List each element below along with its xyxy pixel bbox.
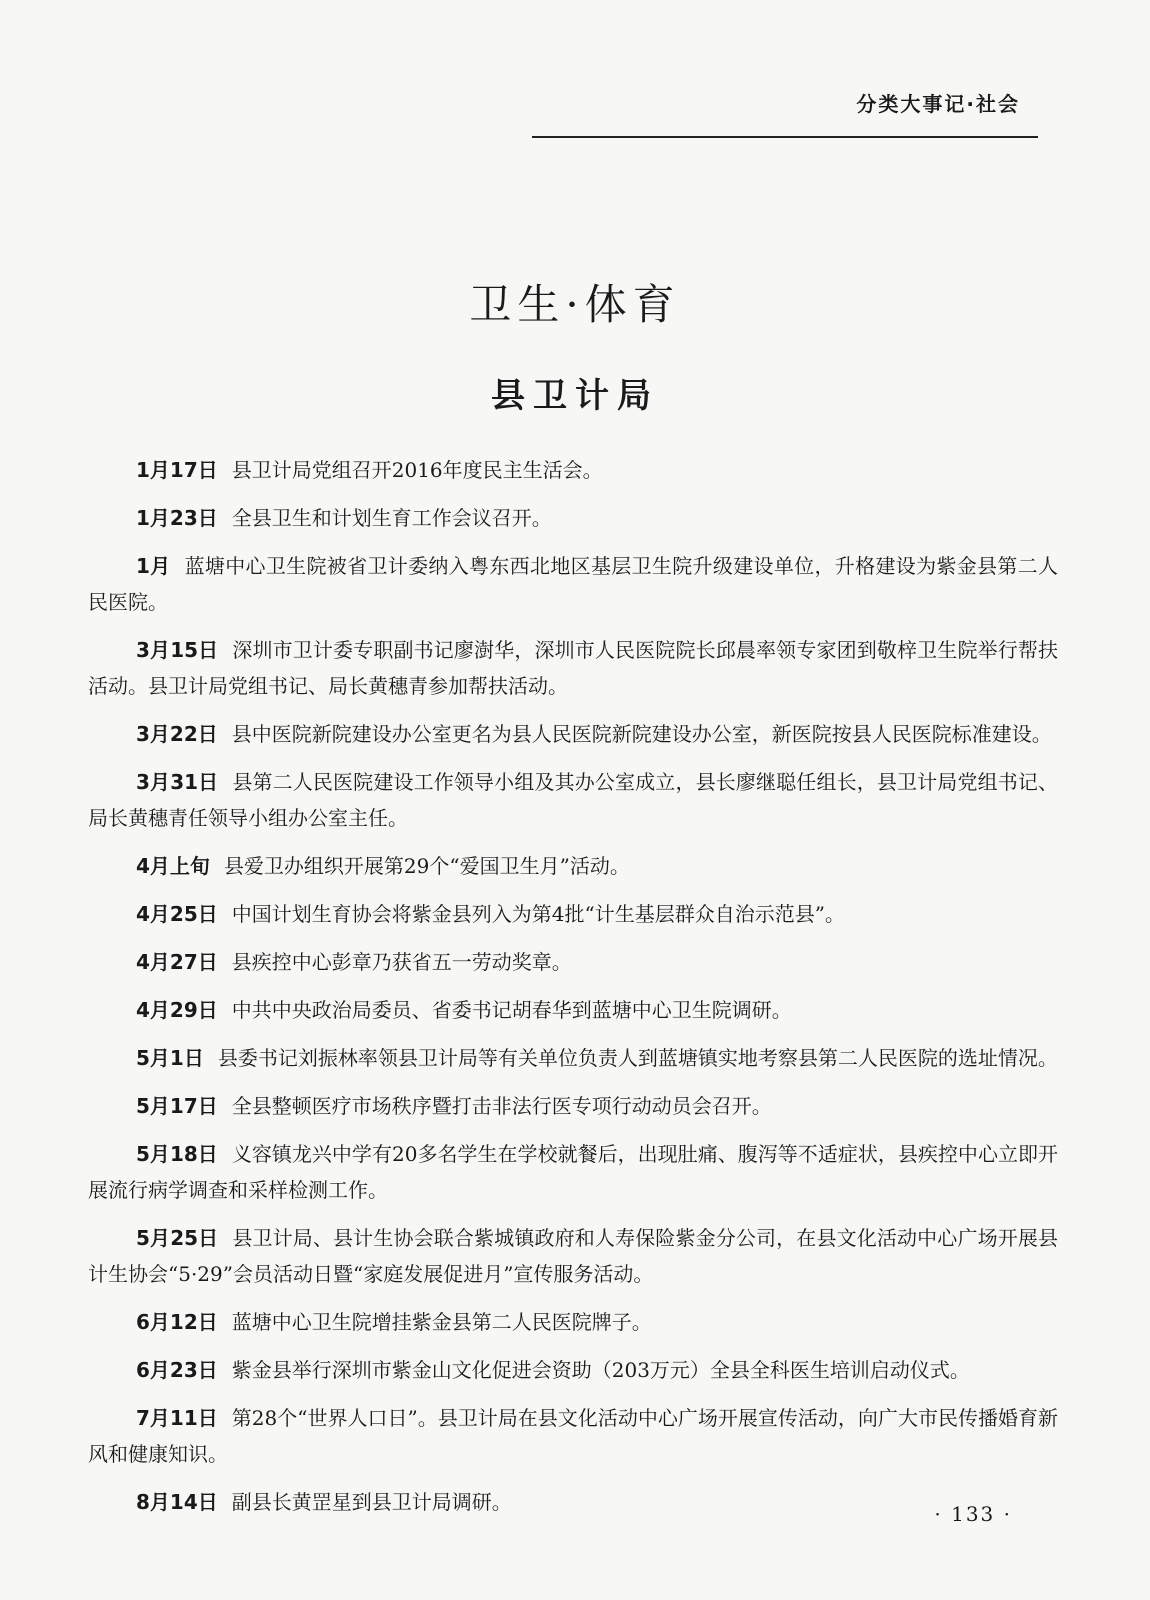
event-text: 中国计划生育协会将紫金县列入为第4批“计生基层群众自治示范县”。 [231, 902, 845, 926]
event-date: 6月12日 [136, 1310, 218, 1334]
event-entry [88, 632, 1058, 704]
event-date: 1月23日 [136, 506, 218, 530]
event-entry [88, 1352, 1058, 1388]
event-date: 3月31日 [136, 770, 219, 794]
event-text: 中共中央政治局委员、省委书记胡春华到蓝塘中心卫生院调研。 [231, 998, 792, 1022]
event-entry [88, 848, 1058, 884]
event-date: 5月1日 [136, 1046, 204, 1070]
event-text: 县卫计局、县计生协会联合紫城镇政府和人寿保险紫金分公司，在县文化活动中心广场开展县计生协会“5·29”会员活动日暨“家庭发展促进月”宣传服务活动。 [88, 1226, 1059, 1286]
event-text: 蓝塘中心卫生院增挂紫金县第二人民医院牌子。 [231, 1310, 652, 1334]
event-text: 县中医院新院建设办公室更名为县人民医院新院建设办公室，新医院按县人民医院标准建设。 [231, 722, 1052, 746]
event-date: 4月29日 [136, 998, 218, 1022]
event-entry [88, 1220, 1058, 1292]
event-text: 蓝塘中心卫生院被省卫计委纳入粤东西北地区基层卫生院升级建设单位，升格建设为紫金县第二人民医院。 [88, 554, 1059, 614]
event-text: 第28个“世界人口日”。县卫计局在县文化活动中心广场开展宣传活动，向广大市民传播婚育新风和健康知识。 [88, 1406, 1058, 1466]
event-date: 4月25日 [136, 902, 218, 926]
event-entry [88, 500, 1058, 536]
event-entry [88, 1088, 1058, 1124]
event-date: 5月25日 [136, 1226, 219, 1250]
event-text: 深圳市卫计委专职副书记廖澍华，深圳市人民医院院长邱晨率领专家团到敬梓卫生院举行帮扶活动。县卫计局党组书记、局长黄穗青参加帮扶活动。 [88, 638, 1059, 698]
event-date: 3月15日 [136, 638, 219, 662]
event-date: 1月17日 [136, 458, 218, 482]
event-text: 紫金县举行深圳市紫金山文化促进会资助（203万元）全县全科医生培训启动仪式。 [231, 1358, 970, 1382]
event-text: 全县卫生和计划生育工作会议召开。 [231, 506, 552, 530]
event-entry [88, 992, 1058, 1028]
event-list [88, 452, 1058, 1532]
event-text: 副县长黄罡星到县卫计局调研。 [231, 1490, 512, 1514]
event-date: 4月上旬 [136, 854, 210, 878]
event-entry [88, 896, 1058, 932]
event-date: 6月23日 [136, 1358, 218, 1382]
event-text: 县爱卫办组织开展第29个“爱国卫生月”活动。 [223, 854, 630, 878]
page-number: · 133 · [934, 1502, 1012, 1526]
section-title: 卫生·体育 [469, 280, 681, 329]
event-entry [88, 1304, 1058, 1340]
subsection-title: 县卫计局 [491, 376, 659, 416]
event-date: 4月27日 [136, 950, 218, 974]
event-text: 义容镇龙兴中学有20多名学生在学校就餐后，出现肚痛、腹泻等不适症状，县疾控中心立即开展流行病学调查和采样检测工作。 [88, 1142, 1059, 1202]
event-date: 5月18日 [136, 1142, 218, 1166]
event-date: 7月11日 [136, 1406, 218, 1430]
event-text: 县疾控中心彭章乃获省五一劳动奖章。 [231, 950, 572, 974]
event-text: 全县整顿医疗市场秩序暨打击非法行医专项行动动员会召开。 [231, 1094, 772, 1118]
event-entry [88, 1400, 1058, 1472]
event-date: 1月 [136, 554, 171, 578]
event-entry [88, 548, 1058, 620]
event-text: 县卫计局党组召开2016年度民主生活会。 [231, 458, 603, 482]
event-entry [88, 764, 1058, 836]
event-entry [88, 1484, 1058, 1520]
event-date: 5月17日 [136, 1094, 218, 1118]
event-date: 3月22日 [136, 722, 218, 746]
event-entry [88, 1136, 1058, 1208]
event-text: 县第二人民医院建设工作领导小组及其办公室成立，县长廖继聪任组长，县卫计局党组书记、局长黄穗青任领导小组办公室主任。 [88, 770, 1059, 830]
event-entry [88, 944, 1058, 980]
event-text: 县委书记刘振林率领县卫计局等有关单位负责人到蓝塘镇实地考察县第二人民医院的选址情况。 [217, 1046, 1058, 1070]
event-entry [88, 1040, 1058, 1076]
header-rule [532, 136, 1038, 138]
event-date: 8月14日 [136, 1490, 218, 1514]
event-entry [88, 452, 1058, 488]
event-entry [88, 716, 1058, 752]
running-head: 分类大事记·社会 [856, 92, 1020, 116]
